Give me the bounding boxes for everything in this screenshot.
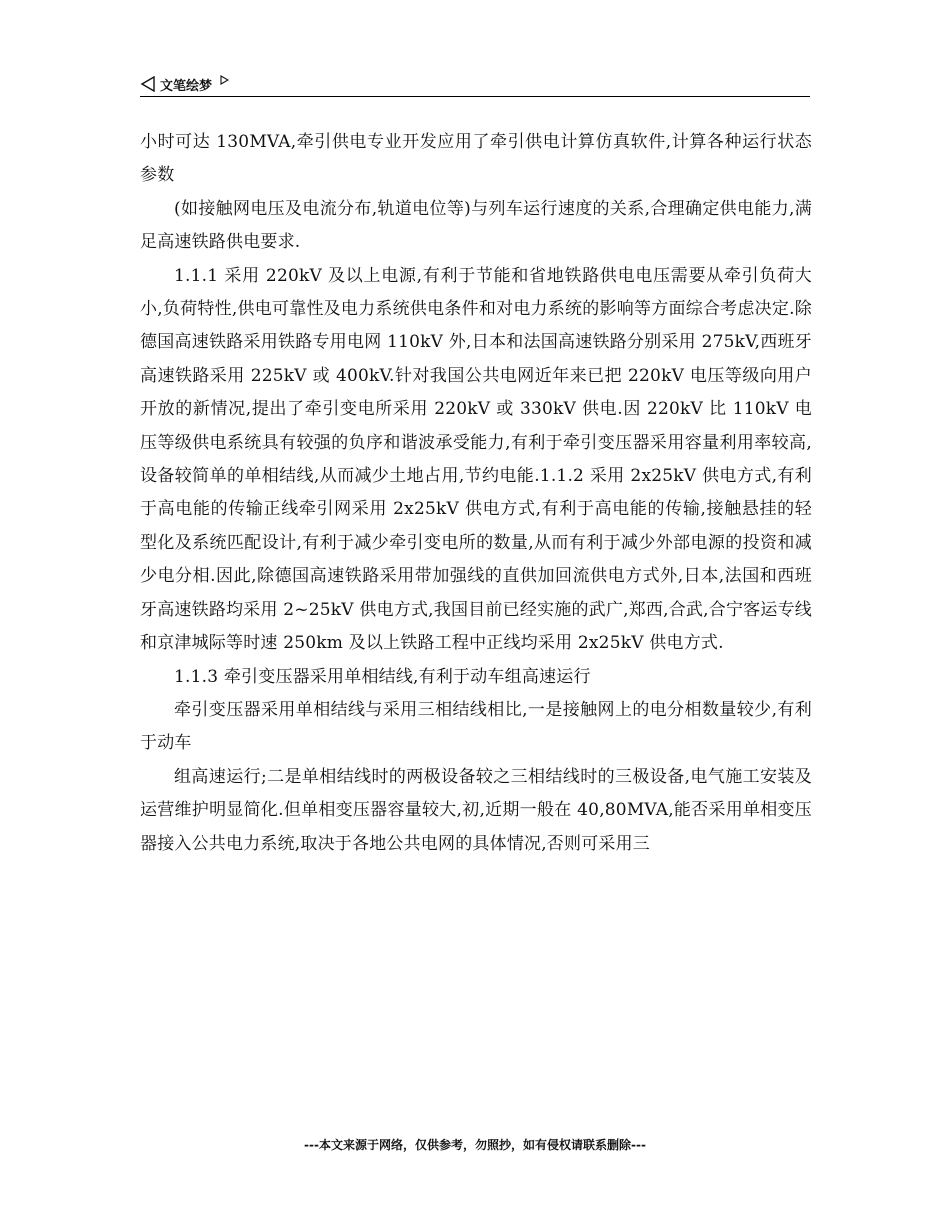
paragraph: 牵引变压器采用单相结线与采用三相结线相比,一是接触网上的电分相数量较少,有利于动车 <box>140 699 812 754</box>
paragraph: 小时可达 130MVA,牵引供电专业开发应用了牵引供电计算仿真软件,计算各种运行状态参数 <box>140 132 812 186</box>
paragraph: 1.1.3 牵引变压器采用单相结线,有利于动车组高速运行 <box>174 666 591 687</box>
paragraph: 组高速运行;二是单相结线时的两极设备较之三相结线时的三极设备,电气施工安装及运营维护明显简化.但单相变压器容量较大,初,近期一般在 40,80MVA,能否采用单相变压器接入公共电力系统,取决于各地公共电网的具体情况,否则可采用三 <box>140 766 812 854</box>
paragraph: (如接触网电压及电流分布,轨道电位等)与列车运行速度的关系,合理确定供电能力,满足高速铁路供电要求. <box>140 198 812 253</box>
page-header <box>140 74 810 97</box>
footer-disclaimer: ---本文来源于网络，仅供参考，勿照抄，如有侵权请联系删除--- <box>304 1138 646 1152</box>
document-body <box>140 126 812 861</box>
triangle-left-icon <box>140 76 156 92</box>
triangle-right-icon <box>220 75 229 85</box>
brand <box>140 74 229 94</box>
paragraph: 1.1.1 采用 220kV 及以上电源,有利于节能和省地铁路供电电压需要从牵引负荷大小,负荷特性,供电可靠性及电力系统供电条件和对电力系统的影响等方面综合考虑决定.除德国高速铁路采用铁路专用电网 110kV 外,日本和法国高速铁路分别采用 275kV,西班牙高速铁路采用 225kV 或 400kV.针对我国公共电网近年来已把 220kV 电压等级向用户开放的新情况,提出了牵引变电所采用 220kV 或 330kV 供电.因 220kV 比 110kV 电压等级供电系统具有较强的负序和谐波承受能力,有利于牵引变压器采用容量利用率较高,设备较简单的单相结线,从而减少土地占用,节约电能.1.1.2 采用 2x25kV 供电方式,有利于高电能的传输正线牵引网采用 2x25kV 供电方式,有利于高电能的传输,接触悬挂的轻型化及系统匹配设计,有利于减少牵引变电所的数量,从而有利于减少外部电源的投资和减少电分相.因此,除德国高速铁路采用带加强线的直供加回流供电方式外,日本,法国和西班牙高速铁路均采用 2~25kV 供电方式,我国目前已经实施的武广,郑西,合武,合宁客运专线和京津城际等时速 250km 及以上铁路工程中正线均采用 2x25kV 供电方式. <box>140 265 812 654</box>
brand-text: 文笔绘梦 <box>160 78 213 94</box>
